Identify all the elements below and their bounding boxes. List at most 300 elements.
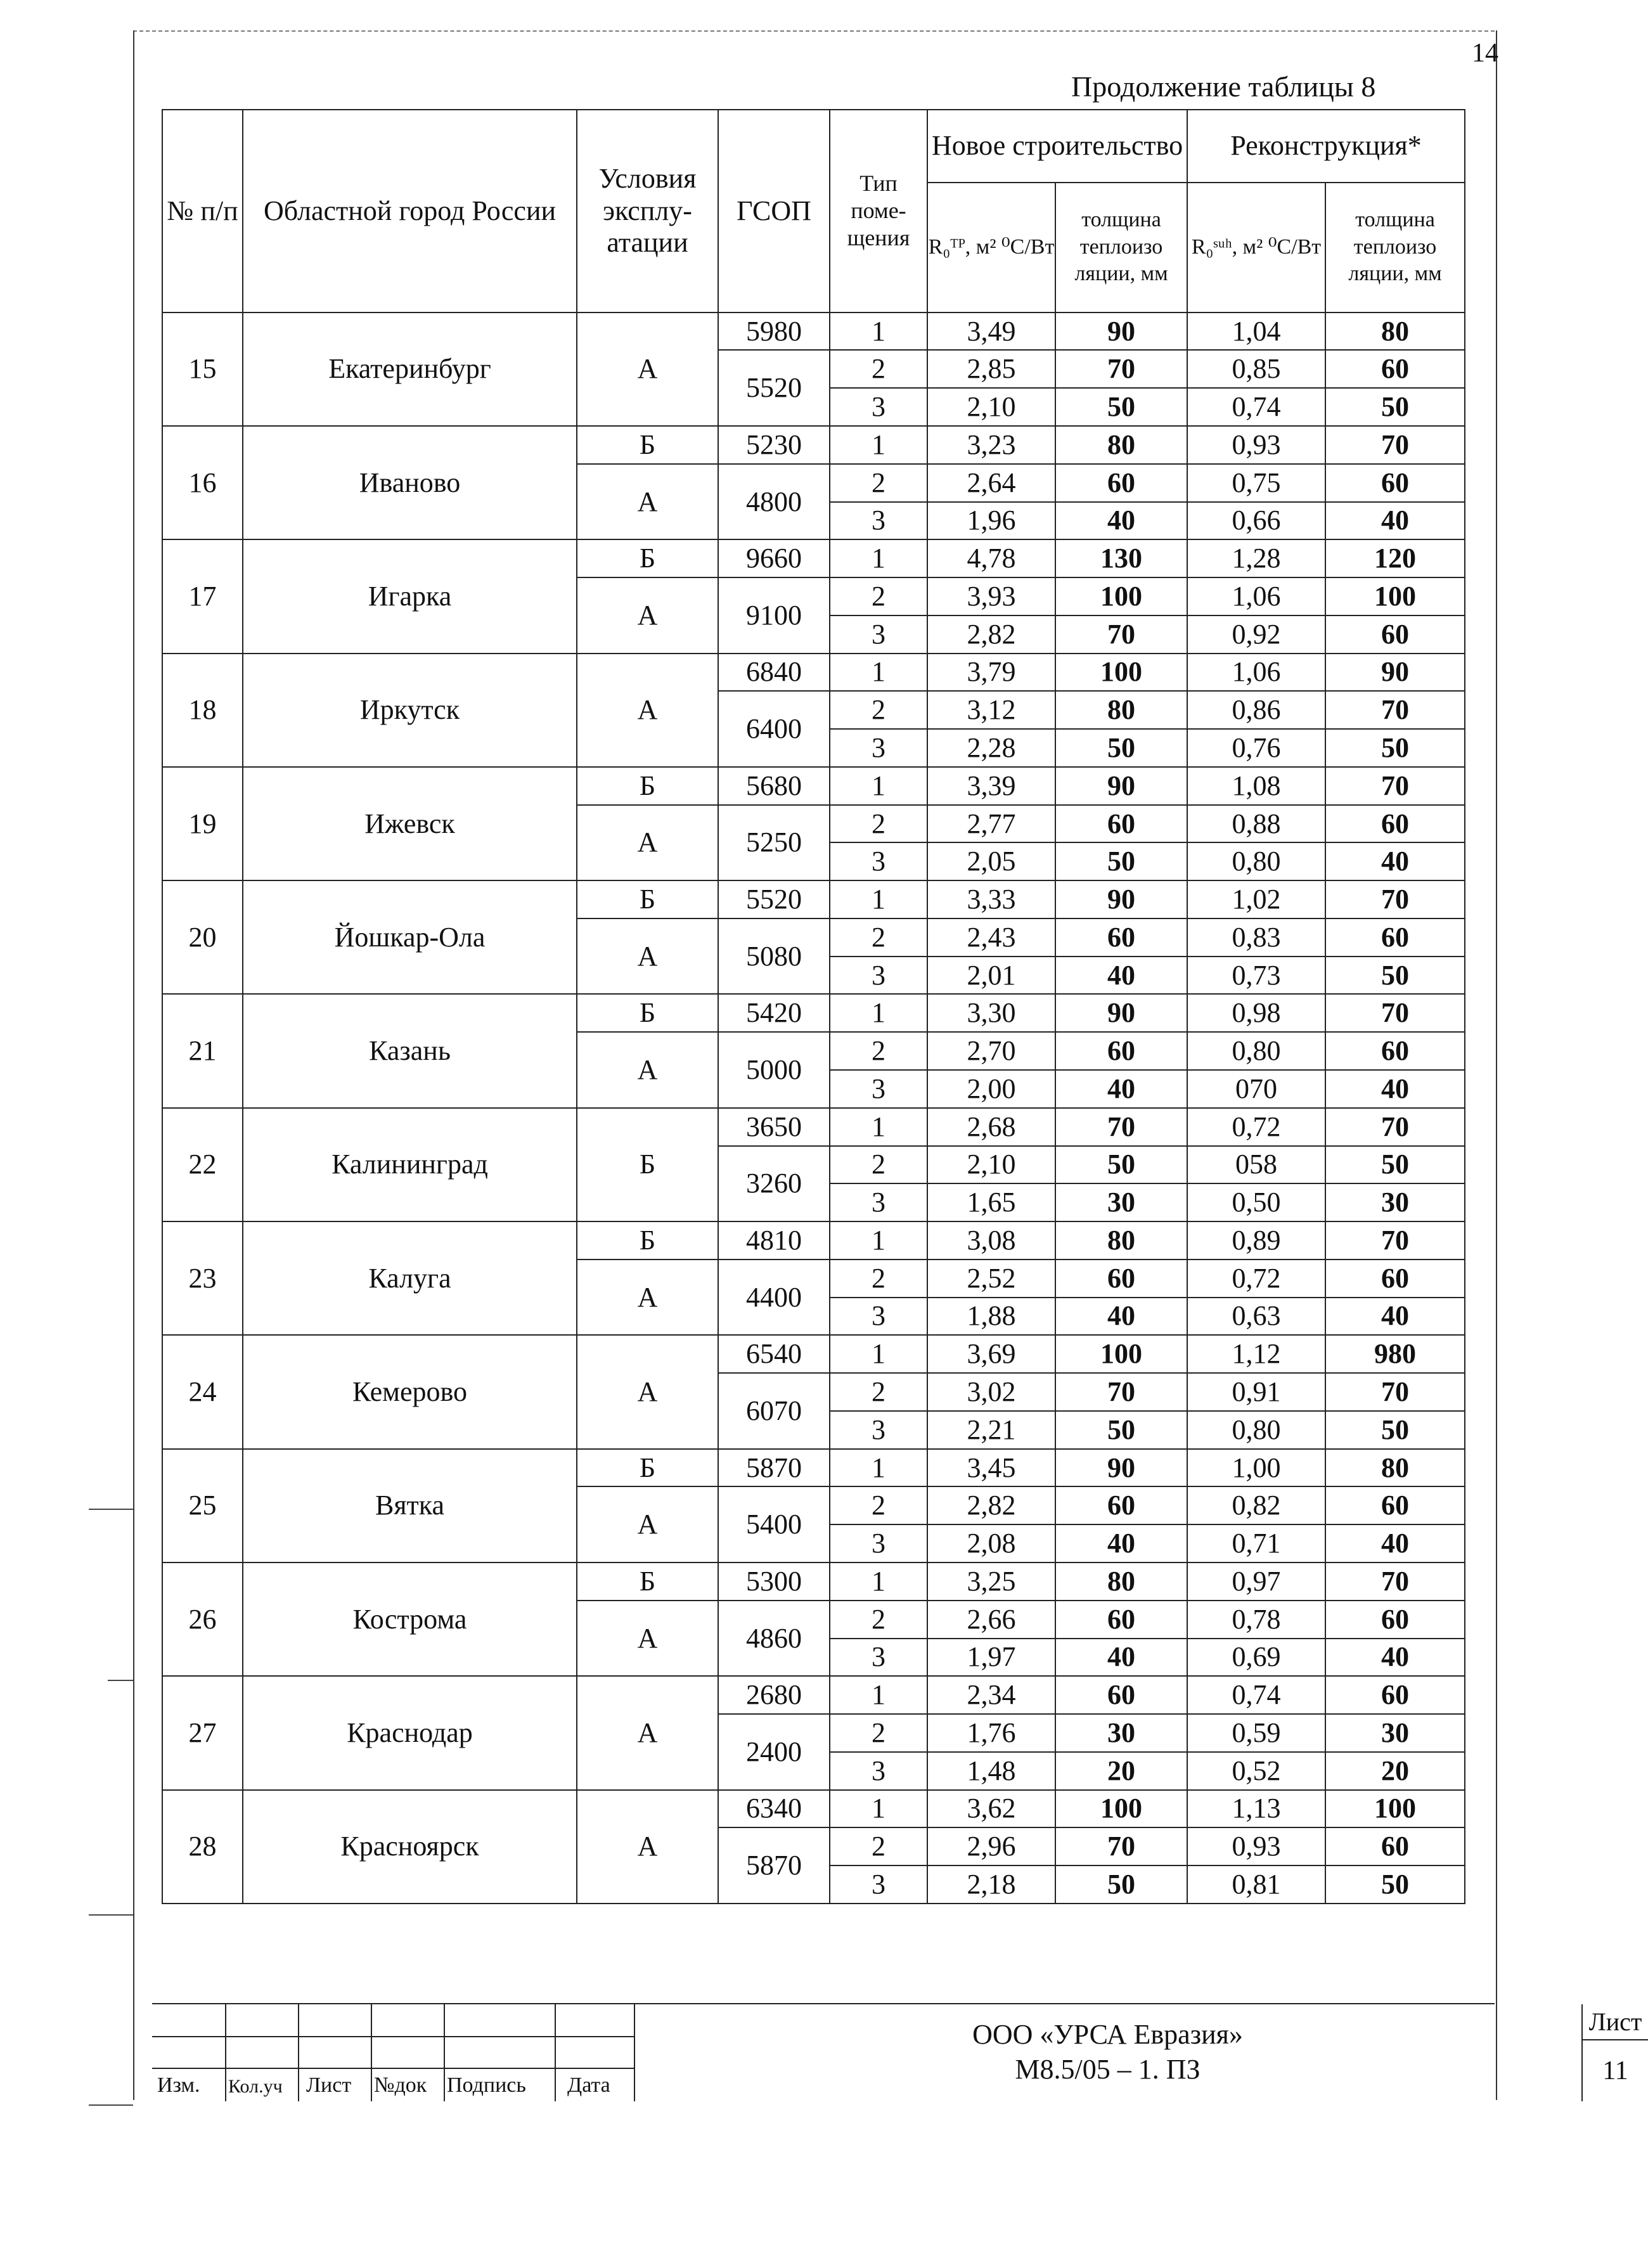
r-new-value: 3,08 bbox=[927, 1221, 1055, 1260]
gsop-value: 5870 bbox=[718, 1827, 830, 1904]
header-gsop: ГСОП bbox=[718, 110, 830, 312]
header-reconstruction: Реконструкция* bbox=[1187, 110, 1465, 183]
r-reconstruction-value: 0,59 bbox=[1187, 1714, 1325, 1752]
operating-conditions: Б bbox=[577, 994, 718, 1032]
thickness-reconstruction-value: 60 bbox=[1325, 805, 1465, 843]
thickness-reconstruction-value: 70 bbox=[1325, 880, 1465, 918]
r-new-value: 3,62 bbox=[927, 1790, 1055, 1828]
r-reconstruction-value: 0,92 bbox=[1187, 615, 1325, 654]
r-reconstruction-value: 0,52 bbox=[1187, 1752, 1325, 1790]
r-reconstruction-value: 058 bbox=[1187, 1146, 1325, 1184]
gsop-value: 6400 bbox=[718, 691, 830, 767]
r-new-value: 2,18 bbox=[927, 1865, 1055, 1904]
thickness-reconstruction-value: 50 bbox=[1325, 388, 1465, 426]
r-new-value: 2,10 bbox=[927, 388, 1055, 426]
r-reconstruction-value: 0,74 bbox=[1187, 388, 1325, 426]
r-reconstruction-value: 0,85 bbox=[1187, 350, 1325, 388]
thickness-new-value: 60 bbox=[1055, 464, 1187, 502]
room-type: 2 bbox=[830, 577, 927, 615]
r-new-value: 3,69 bbox=[927, 1335, 1055, 1373]
thickness-new-value: 40 bbox=[1055, 1070, 1187, 1108]
r-reconstruction-value: 0,69 bbox=[1187, 1639, 1325, 1677]
sheet-number: 11 bbox=[1602, 2056, 1628, 2085]
thickness-new-value: 70 bbox=[1055, 350, 1187, 388]
thickness-reconstruction-value: 50 bbox=[1325, 957, 1465, 995]
r-reconstruction-value: 1,00 bbox=[1187, 1449, 1325, 1487]
thickness-new-value: 100 bbox=[1055, 654, 1187, 692]
thickness-new-value: 130 bbox=[1055, 539, 1187, 577]
r-reconstruction-value: 0,97 bbox=[1187, 1562, 1325, 1601]
r-reconstruction-value: 0,89 bbox=[1187, 1221, 1325, 1260]
city-name: Игарка bbox=[243, 539, 577, 653]
r-reconstruction-value: 0,75 bbox=[1187, 464, 1325, 502]
operating-conditions: А bbox=[577, 654, 718, 767]
room-type: 3 bbox=[830, 502, 927, 540]
thickness-new-value: 60 bbox=[1055, 805, 1187, 843]
header-thickness-new: толщина теплоизо ляции, мм bbox=[1055, 183, 1187, 312]
room-type: 3 bbox=[830, 1411, 927, 1449]
row-number: 24 bbox=[162, 1335, 243, 1448]
room-type: 1 bbox=[830, 1108, 927, 1146]
thickness-new-value: 90 bbox=[1055, 1449, 1187, 1487]
r-reconstruction-value: 0,91 bbox=[1187, 1373, 1325, 1411]
room-type: 3 bbox=[830, 729, 927, 767]
thickness-new-value: 60 bbox=[1055, 918, 1187, 957]
thickness-new-value: 100 bbox=[1055, 1335, 1187, 1373]
gsop-value: 4810 bbox=[718, 1221, 830, 1260]
thickness-reconstruction-value: 70 bbox=[1325, 1562, 1465, 1601]
r-reconstruction-value: 0,83 bbox=[1187, 918, 1325, 957]
stamp-label-list: Лист bbox=[306, 2073, 352, 2097]
row-number: 17 bbox=[162, 539, 243, 653]
row-number: 21 bbox=[162, 994, 243, 1107]
gsop-value: 5230 bbox=[718, 426, 830, 464]
operating-conditions: А bbox=[577, 1790, 718, 1904]
city-name: Казань bbox=[243, 994, 577, 1107]
stamp-label-podpis: Подпись bbox=[447, 2073, 526, 2097]
room-type: 3 bbox=[830, 388, 927, 426]
thickness-reconstruction-value: 70 bbox=[1325, 426, 1465, 464]
gsop-value: 5300 bbox=[718, 1562, 830, 1601]
gsop-value: 9100 bbox=[718, 577, 830, 654]
table-row bbox=[162, 1676, 1465, 1714]
r-reconstruction-value: 1,04 bbox=[1187, 312, 1325, 351]
r-new-value: 2,77 bbox=[927, 805, 1055, 843]
thickness-reconstruction-value: 70 bbox=[1325, 691, 1465, 729]
city-name: Йошкар-Ола bbox=[243, 880, 577, 994]
r-reconstruction-value: 0,82 bbox=[1187, 1486, 1325, 1524]
thickness-new-value: 60 bbox=[1055, 1676, 1187, 1714]
r-new-value: 3,30 bbox=[927, 994, 1055, 1032]
r-new-value: 3,33 bbox=[927, 880, 1055, 918]
operating-conditions: Б bbox=[577, 880, 718, 918]
thickness-reconstruction-value: 40 bbox=[1325, 842, 1465, 880]
table-caption: Продолжение таблицы 8 bbox=[1071, 70, 1376, 103]
header-r-new: R₀ᵀᴾ, м² ⁰С/Вт bbox=[927, 183, 1055, 312]
gsop-value: 2400 bbox=[718, 1714, 830, 1790]
r-reconstruction-value: 0,72 bbox=[1187, 1260, 1325, 1298]
room-type: 2 bbox=[830, 1032, 927, 1070]
gsop-value: 5250 bbox=[718, 805, 830, 881]
thickness-reconstruction-value: 60 bbox=[1325, 1601, 1465, 1639]
gsop-value: 5400 bbox=[718, 1486, 830, 1562]
r-new-value: 2,96 bbox=[927, 1827, 1055, 1865]
row-number: 27 bbox=[162, 1676, 243, 1789]
r-new-value: 3,93 bbox=[927, 577, 1055, 615]
operating-conditions: А bbox=[577, 464, 718, 540]
thickness-new-value: 70 bbox=[1055, 1827, 1187, 1865]
r-new-value: 2,66 bbox=[927, 1601, 1055, 1639]
thickness-reconstruction-value: 60 bbox=[1325, 1486, 1465, 1524]
thickness-reconstruction-value: 30 bbox=[1325, 1714, 1465, 1752]
room-type: 1 bbox=[830, 880, 927, 918]
r-reconstruction-value: 0,73 bbox=[1187, 957, 1325, 995]
header-r-reconstruction: R₀ˢᵘʰ, м² ⁰С/Вт bbox=[1187, 183, 1325, 312]
table-row bbox=[162, 426, 1465, 464]
r-new-value: 2,00 bbox=[927, 1070, 1055, 1108]
r-reconstruction-value: 0,93 bbox=[1187, 1827, 1325, 1865]
r-reconstruction-value: 0,63 bbox=[1187, 1298, 1325, 1336]
thickness-reconstruction-value: 70 bbox=[1325, 1373, 1465, 1411]
room-type: 2 bbox=[830, 1260, 927, 1298]
operating-conditions: А bbox=[577, 805, 718, 881]
thickness-new-value: 50 bbox=[1055, 842, 1187, 880]
gsop-value: 6540 bbox=[718, 1335, 830, 1373]
r-new-value: 1,48 bbox=[927, 1752, 1055, 1790]
thickness-reconstruction-value: 60 bbox=[1325, 350, 1465, 388]
r-reconstruction-value: 1,06 bbox=[1187, 654, 1325, 692]
thickness-reconstruction-value: 60 bbox=[1325, 1260, 1465, 1298]
r-reconstruction-value: 0,93 bbox=[1187, 426, 1325, 464]
r-reconstruction-value: 0,78 bbox=[1187, 1601, 1325, 1639]
r-new-value: 3,39 bbox=[927, 767, 1055, 805]
table-row bbox=[162, 880, 1465, 918]
room-type: 2 bbox=[830, 1486, 927, 1524]
left-margin-marks bbox=[89, 1509, 133, 2104]
r-new-value: 3,23 bbox=[927, 426, 1055, 464]
r-new-value: 3,45 bbox=[927, 1449, 1055, 1487]
operating-conditions: А bbox=[577, 1032, 718, 1108]
r-new-value: 3,12 bbox=[927, 691, 1055, 729]
room-type: 2 bbox=[830, 1373, 927, 1411]
thickness-reconstruction-value: 60 bbox=[1325, 1032, 1465, 1070]
room-type: 1 bbox=[830, 767, 927, 805]
r-new-value: 3,25 bbox=[927, 1562, 1055, 1601]
row-number: 15 bbox=[162, 312, 243, 426]
gsop-value: 6840 bbox=[718, 654, 830, 692]
gsop-value: 6070 bbox=[718, 1373, 830, 1449]
room-type: 1 bbox=[830, 1562, 927, 1601]
row-number: 25 bbox=[162, 1449, 243, 1562]
r-new-value: 2,85 bbox=[927, 350, 1055, 388]
table-row bbox=[162, 1562, 1465, 1601]
room-type: 3 bbox=[830, 1639, 927, 1677]
operating-conditions: Б bbox=[577, 426, 718, 464]
insulation-table bbox=[162, 109, 1465, 1904]
room-type: 3 bbox=[830, 1070, 927, 1108]
thickness-new-value: 80 bbox=[1055, 691, 1187, 729]
r-new-value: 2,82 bbox=[927, 1486, 1055, 1524]
thickness-reconstruction-value: 60 bbox=[1325, 1676, 1465, 1714]
r-reconstruction-value: 0,50 bbox=[1187, 1183, 1325, 1221]
gsop-value: 4400 bbox=[718, 1260, 830, 1336]
thickness-reconstruction-value: 40 bbox=[1325, 1070, 1465, 1108]
gsop-value: 5000 bbox=[718, 1032, 830, 1108]
r-new-value: 2,64 bbox=[927, 464, 1055, 502]
r-reconstruction-value: 0,98 bbox=[1187, 994, 1325, 1032]
operating-conditions: А bbox=[577, 1260, 718, 1336]
gsop-value: 9660 bbox=[718, 539, 830, 577]
header-thickness-reconstruction: толщина теплоизо ляции, мм bbox=[1325, 183, 1465, 312]
row-number: 16 bbox=[162, 426, 243, 539]
r-new-value: 2,82 bbox=[927, 615, 1055, 654]
city-name: Кемерово bbox=[243, 1335, 577, 1448]
r-new-value: 2,34 bbox=[927, 1676, 1055, 1714]
thickness-reconstruction-value: 80 bbox=[1325, 312, 1465, 351]
r-reconstruction-value: 1,12 bbox=[1187, 1335, 1325, 1373]
header-new-build: Новое строительство bbox=[927, 110, 1187, 183]
thickness-new-value: 50 bbox=[1055, 1865, 1187, 1904]
thickness-new-value: 50 bbox=[1055, 1411, 1187, 1449]
gsop-value: 5080 bbox=[718, 918, 830, 995]
table-row bbox=[162, 1335, 1465, 1373]
city-name: Ижевск bbox=[243, 767, 577, 880]
thickness-new-value: 40 bbox=[1055, 957, 1187, 995]
gsop-value: 3650 bbox=[718, 1108, 830, 1146]
r-reconstruction-value: 0,72 bbox=[1187, 1108, 1325, 1146]
operating-conditions: Б bbox=[577, 1562, 718, 1601]
gsop-value: 5870 bbox=[718, 1449, 830, 1487]
operating-conditions: Б bbox=[577, 767, 718, 805]
thickness-new-value: 50 bbox=[1055, 388, 1187, 426]
table-row bbox=[162, 994, 1465, 1032]
operating-conditions: Б bbox=[577, 539, 718, 577]
header-conditions: Условия эксплу-атации bbox=[577, 110, 718, 312]
thickness-new-value: 50 bbox=[1055, 729, 1187, 767]
thickness-new-value: 20 bbox=[1055, 1752, 1187, 1790]
thickness-reconstruction-value: 30 bbox=[1325, 1183, 1465, 1221]
row-number: 18 bbox=[162, 654, 243, 767]
r-new-value: 3,49 bbox=[927, 312, 1055, 351]
table-row bbox=[162, 1108, 1465, 1146]
gsop-value: 5520 bbox=[718, 350, 830, 426]
r-new-value: 2,70 bbox=[927, 1032, 1055, 1070]
thickness-new-value: 90 bbox=[1055, 767, 1187, 805]
sheet-label: Лист bbox=[1583, 2004, 1648, 2040]
thickness-new-value: 60 bbox=[1055, 1486, 1187, 1524]
r-reconstruction-value: 1,08 bbox=[1187, 767, 1325, 805]
room-type: 1 bbox=[830, 1221, 927, 1260]
thickness-reconstruction-value: 50 bbox=[1325, 1411, 1465, 1449]
room-type: 3 bbox=[830, 1524, 927, 1562]
r-new-value: 2,68 bbox=[927, 1108, 1055, 1146]
r-new-value: 3,79 bbox=[927, 654, 1055, 692]
r-reconstruction-value: 0,66 bbox=[1187, 502, 1325, 540]
thickness-new-value: 40 bbox=[1055, 1639, 1187, 1677]
room-type: 3 bbox=[830, 1752, 927, 1790]
thickness-new-value: 30 bbox=[1055, 1714, 1187, 1752]
r-new-value: 1,65 bbox=[927, 1183, 1055, 1221]
document-code: М8.5/05 – 1. ПЗ bbox=[1015, 2054, 1201, 2085]
stamp-center bbox=[634, 2004, 1581, 2101]
room-type: 2 bbox=[830, 464, 927, 502]
r-new-value: 1,96 bbox=[927, 502, 1055, 540]
operating-conditions: А bbox=[577, 312, 718, 426]
table-row bbox=[162, 1221, 1465, 1260]
stamp-label-data: Дата bbox=[567, 2073, 610, 2097]
r-reconstruction-value: 1,02 bbox=[1187, 880, 1325, 918]
thickness-new-value: 60 bbox=[1055, 1601, 1187, 1639]
row-number: 23 bbox=[162, 1221, 243, 1335]
r-reconstruction-value: 0,76 bbox=[1187, 729, 1325, 767]
r-reconstruction-value: 0,74 bbox=[1187, 1676, 1325, 1714]
city-name: Иваново bbox=[243, 426, 577, 539]
r-new-value: 2,52 bbox=[927, 1260, 1055, 1298]
thickness-reconstruction-value: 40 bbox=[1325, 1298, 1465, 1336]
room-type: 3 bbox=[830, 1183, 927, 1221]
operating-conditions: А bbox=[577, 1601, 718, 1677]
r-reconstruction-value: 1,13 bbox=[1187, 1790, 1325, 1828]
room-type: 3 bbox=[830, 957, 927, 995]
city-name: Калуга bbox=[243, 1221, 577, 1335]
thickness-new-value: 80 bbox=[1055, 1221, 1187, 1260]
thickness-reconstruction-value: 70 bbox=[1325, 994, 1465, 1032]
r-reconstruction-value: 0,71 bbox=[1187, 1524, 1325, 1562]
thickness-reconstruction-value: 40 bbox=[1325, 1639, 1465, 1677]
table-row bbox=[162, 312, 1465, 351]
thickness-new-value: 90 bbox=[1055, 994, 1187, 1032]
thickness-reconstruction-value: 80 bbox=[1325, 1449, 1465, 1487]
thickness-reconstruction-value: 70 bbox=[1325, 1108, 1465, 1146]
room-type: 2 bbox=[830, 805, 927, 843]
r-new-value: 4,78 bbox=[927, 539, 1055, 577]
room-type: 3 bbox=[830, 615, 927, 654]
operating-conditions: А bbox=[577, 1486, 718, 1562]
r-new-value: 2,08 bbox=[927, 1524, 1055, 1562]
r-reconstruction-value: 070 bbox=[1187, 1070, 1325, 1108]
gsop-value: 5980 bbox=[718, 312, 830, 351]
city-name: Калининград bbox=[243, 1108, 577, 1221]
thickness-new-value: 70 bbox=[1055, 1373, 1187, 1411]
room-type: 2 bbox=[830, 1601, 927, 1639]
operating-conditions: Б bbox=[577, 1221, 718, 1260]
thickness-reconstruction-value: 50 bbox=[1325, 1146, 1465, 1184]
row-number: 22 bbox=[162, 1108, 243, 1221]
thickness-new-value: 100 bbox=[1055, 577, 1187, 615]
r-new-value: 2,10 bbox=[927, 1146, 1055, 1184]
r-new-value: 1,76 bbox=[927, 1714, 1055, 1752]
room-type: 1 bbox=[830, 539, 927, 577]
room-type: 1 bbox=[830, 654, 927, 692]
r-reconstruction-value: 0,86 bbox=[1187, 691, 1325, 729]
thickness-new-value: 70 bbox=[1055, 615, 1187, 654]
thickness-new-value: 60 bbox=[1055, 1260, 1187, 1298]
city-name: Иркутск bbox=[243, 654, 577, 767]
row-number: 26 bbox=[162, 1562, 243, 1676]
thickness-reconstruction-value: 40 bbox=[1325, 1524, 1465, 1562]
row-number: 19 bbox=[162, 767, 243, 880]
r-reconstruction-value: 0,88 bbox=[1187, 805, 1325, 843]
thickness-new-value: 90 bbox=[1055, 312, 1187, 351]
thickness-new-value: 90 bbox=[1055, 880, 1187, 918]
city-name: Краснодар bbox=[243, 1676, 577, 1789]
operating-conditions: Б bbox=[577, 1108, 718, 1221]
stamp-label-izm: Изм. bbox=[157, 2073, 200, 2097]
thickness-new-value: 50 bbox=[1055, 1146, 1187, 1184]
r-reconstruction-value: 1,28 bbox=[1187, 539, 1325, 577]
thickness-reconstruction-value: 50 bbox=[1325, 1865, 1465, 1904]
room-type: 1 bbox=[830, 312, 927, 351]
r-new-value: 2,05 bbox=[927, 842, 1055, 880]
thickness-new-value: 60 bbox=[1055, 1032, 1187, 1070]
thickness-new-value: 80 bbox=[1055, 426, 1187, 464]
room-type: 1 bbox=[830, 426, 927, 464]
city-name: Екатеринбург bbox=[243, 312, 577, 426]
table-row bbox=[162, 539, 1465, 577]
room-type: 1 bbox=[830, 1335, 927, 1373]
title-block bbox=[152, 2003, 1642, 2101]
room-type: 1 bbox=[830, 1790, 927, 1828]
row-number: 20 bbox=[162, 880, 243, 994]
table-row bbox=[162, 654, 1465, 692]
table-row bbox=[162, 1449, 1465, 1487]
r-new-value: 2,21 bbox=[927, 1411, 1055, 1449]
thickness-reconstruction-value: 40 bbox=[1325, 502, 1465, 540]
room-type: 3 bbox=[830, 1298, 927, 1336]
table-row bbox=[162, 1790, 1465, 1828]
room-type: 2 bbox=[830, 1146, 927, 1184]
thickness-reconstruction-value: 60 bbox=[1325, 1827, 1465, 1865]
header-num: № п/п bbox=[162, 110, 243, 312]
room-type: 1 bbox=[830, 1676, 927, 1714]
r-reconstruction-value: 0,81 bbox=[1187, 1865, 1325, 1904]
stamp-label-ndok: №док bbox=[374, 2073, 427, 2097]
r-new-value: 1,88 bbox=[927, 1298, 1055, 1336]
gsop-value: 2680 bbox=[718, 1676, 830, 1714]
thickness-reconstruction-value: 90 bbox=[1325, 654, 1465, 692]
r-reconstruction-value: 1,06 bbox=[1187, 577, 1325, 615]
page-number: 14 bbox=[1472, 39, 1498, 68]
r-new-value: 2,43 bbox=[927, 918, 1055, 957]
company-name: ООО «УРСА Евразия» bbox=[972, 2019, 1243, 2050]
header-city: Областной город России bbox=[243, 110, 577, 312]
operating-conditions: А bbox=[577, 1676, 718, 1789]
city-name: Кострома bbox=[243, 1562, 577, 1676]
thickness-reconstruction-value: 100 bbox=[1325, 577, 1465, 615]
r-new-value: 2,01 bbox=[927, 957, 1055, 995]
thickness-reconstruction-value: 60 bbox=[1325, 615, 1465, 654]
city-name: Красноярск bbox=[243, 1790, 577, 1904]
sheet-box bbox=[1581, 2004, 1648, 2101]
city-name: Вятка bbox=[243, 1449, 577, 1562]
room-type: 2 bbox=[830, 350, 927, 388]
room-type: 2 bbox=[830, 1714, 927, 1752]
thickness-new-value: 80 bbox=[1055, 1562, 1187, 1601]
thickness-new-value: 40 bbox=[1055, 1524, 1187, 1562]
thickness-reconstruction-value: 60 bbox=[1325, 464, 1465, 502]
gsop-value: 5420 bbox=[718, 994, 830, 1032]
room-type: 2 bbox=[830, 691, 927, 729]
gsop-value: 5520 bbox=[718, 880, 830, 918]
room-type: 1 bbox=[830, 1449, 927, 1487]
room-type: 3 bbox=[830, 842, 927, 880]
gsop-value: 5680 bbox=[718, 767, 830, 805]
stamp-label-kol: Кол.уч bbox=[228, 2076, 283, 2097]
thickness-reconstruction-value: 120 bbox=[1325, 539, 1465, 577]
operating-conditions: А bbox=[577, 1335, 718, 1448]
thickness-new-value: 40 bbox=[1055, 1298, 1187, 1336]
room-type: 3 bbox=[830, 1865, 927, 1904]
